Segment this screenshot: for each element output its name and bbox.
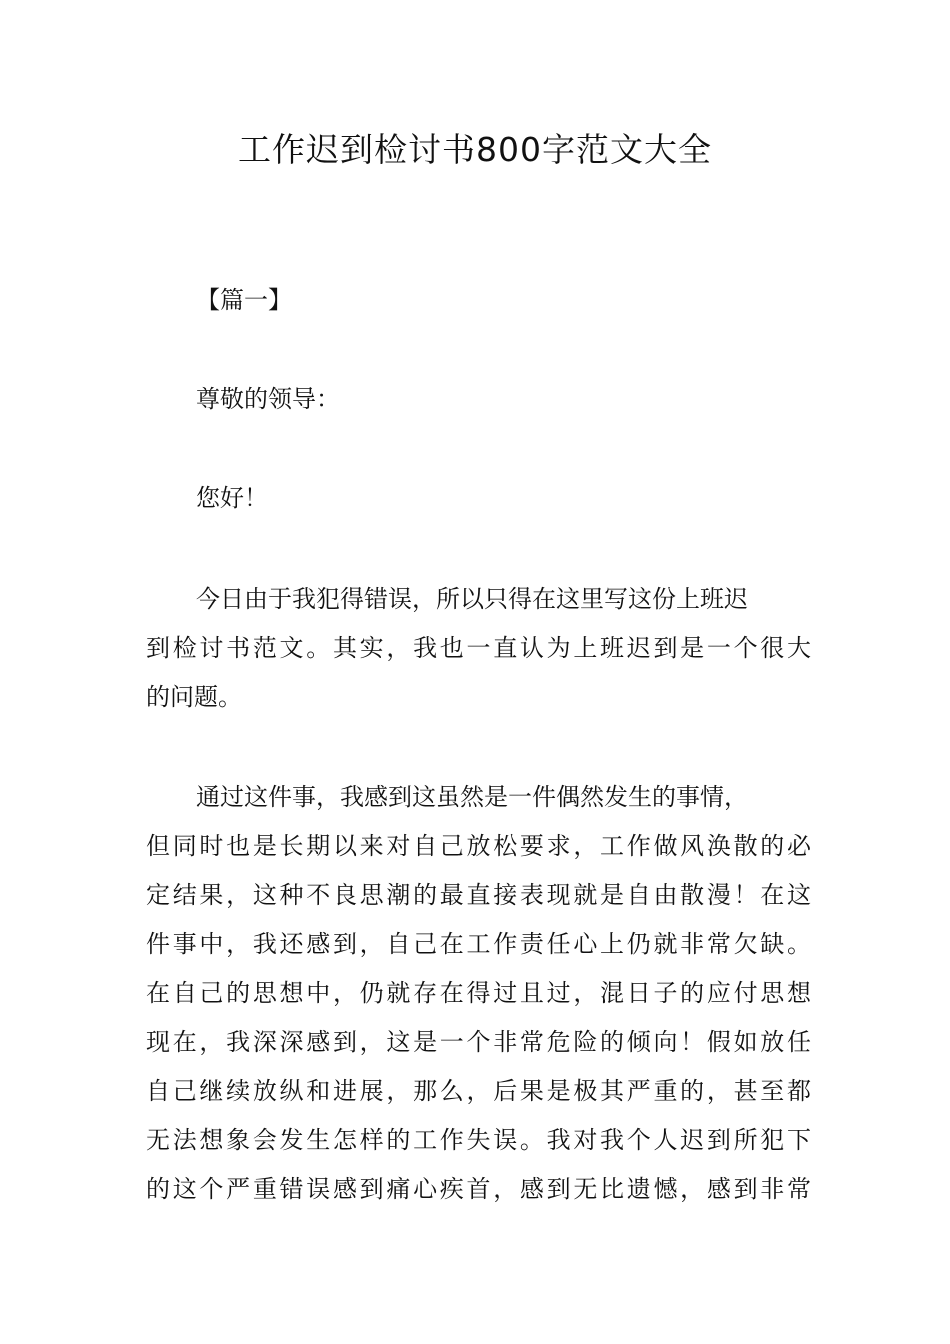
paragraph2-line: 定结果，这种不良思潮的最直接表现就是自由散漫！在这 xyxy=(146,881,811,909)
paragraph2-line: 在自己的思想中，仍就存在得过且过，混日子的应付思想 xyxy=(146,979,811,1007)
paragraph1-line: 到检讨书范文。其实，我也一直认为上班迟到是一个很大 xyxy=(146,634,811,662)
paragraph1-line: 今日由于我犯得错误，所以只得在这里写这份上班迟 xyxy=(196,585,748,613)
document-title: 工作迟到检讨书800字范文大全 xyxy=(238,130,712,169)
paragraph1-line: 的问题。 xyxy=(146,683,242,711)
paragraph2-line: 通过这件事，我感到这虽然是一件偶然发生的事情， xyxy=(196,783,748,811)
paragraph2-line: 件事中，我还感到，自己在工作责任心上仍就非常欠缺。 xyxy=(146,930,811,958)
paragraph2-line: 但同时也是长期以来对自己放松要求，工作做风涣散的必 xyxy=(146,832,811,860)
paragraph2-line: 自己继续放纵和进展，那么，后果是极其严重的，甚至都 xyxy=(146,1077,811,1105)
section-label: 【篇一】 xyxy=(196,286,292,314)
paragraph2-line: 无法想象会发生怎样的工作失误。我对我个人迟到所犯下 xyxy=(146,1126,811,1154)
paragraph2-line: 现在，我深深感到，这是一个非常危险的倾向！假如放任 xyxy=(146,1028,811,1056)
greeting: 您好！ xyxy=(196,484,268,512)
salutation: 尊敬的领导： xyxy=(196,385,340,413)
paragraph2-line: 的这个严重错误感到痛心疾首，感到无比遗憾，感到非常 xyxy=(146,1175,811,1203)
